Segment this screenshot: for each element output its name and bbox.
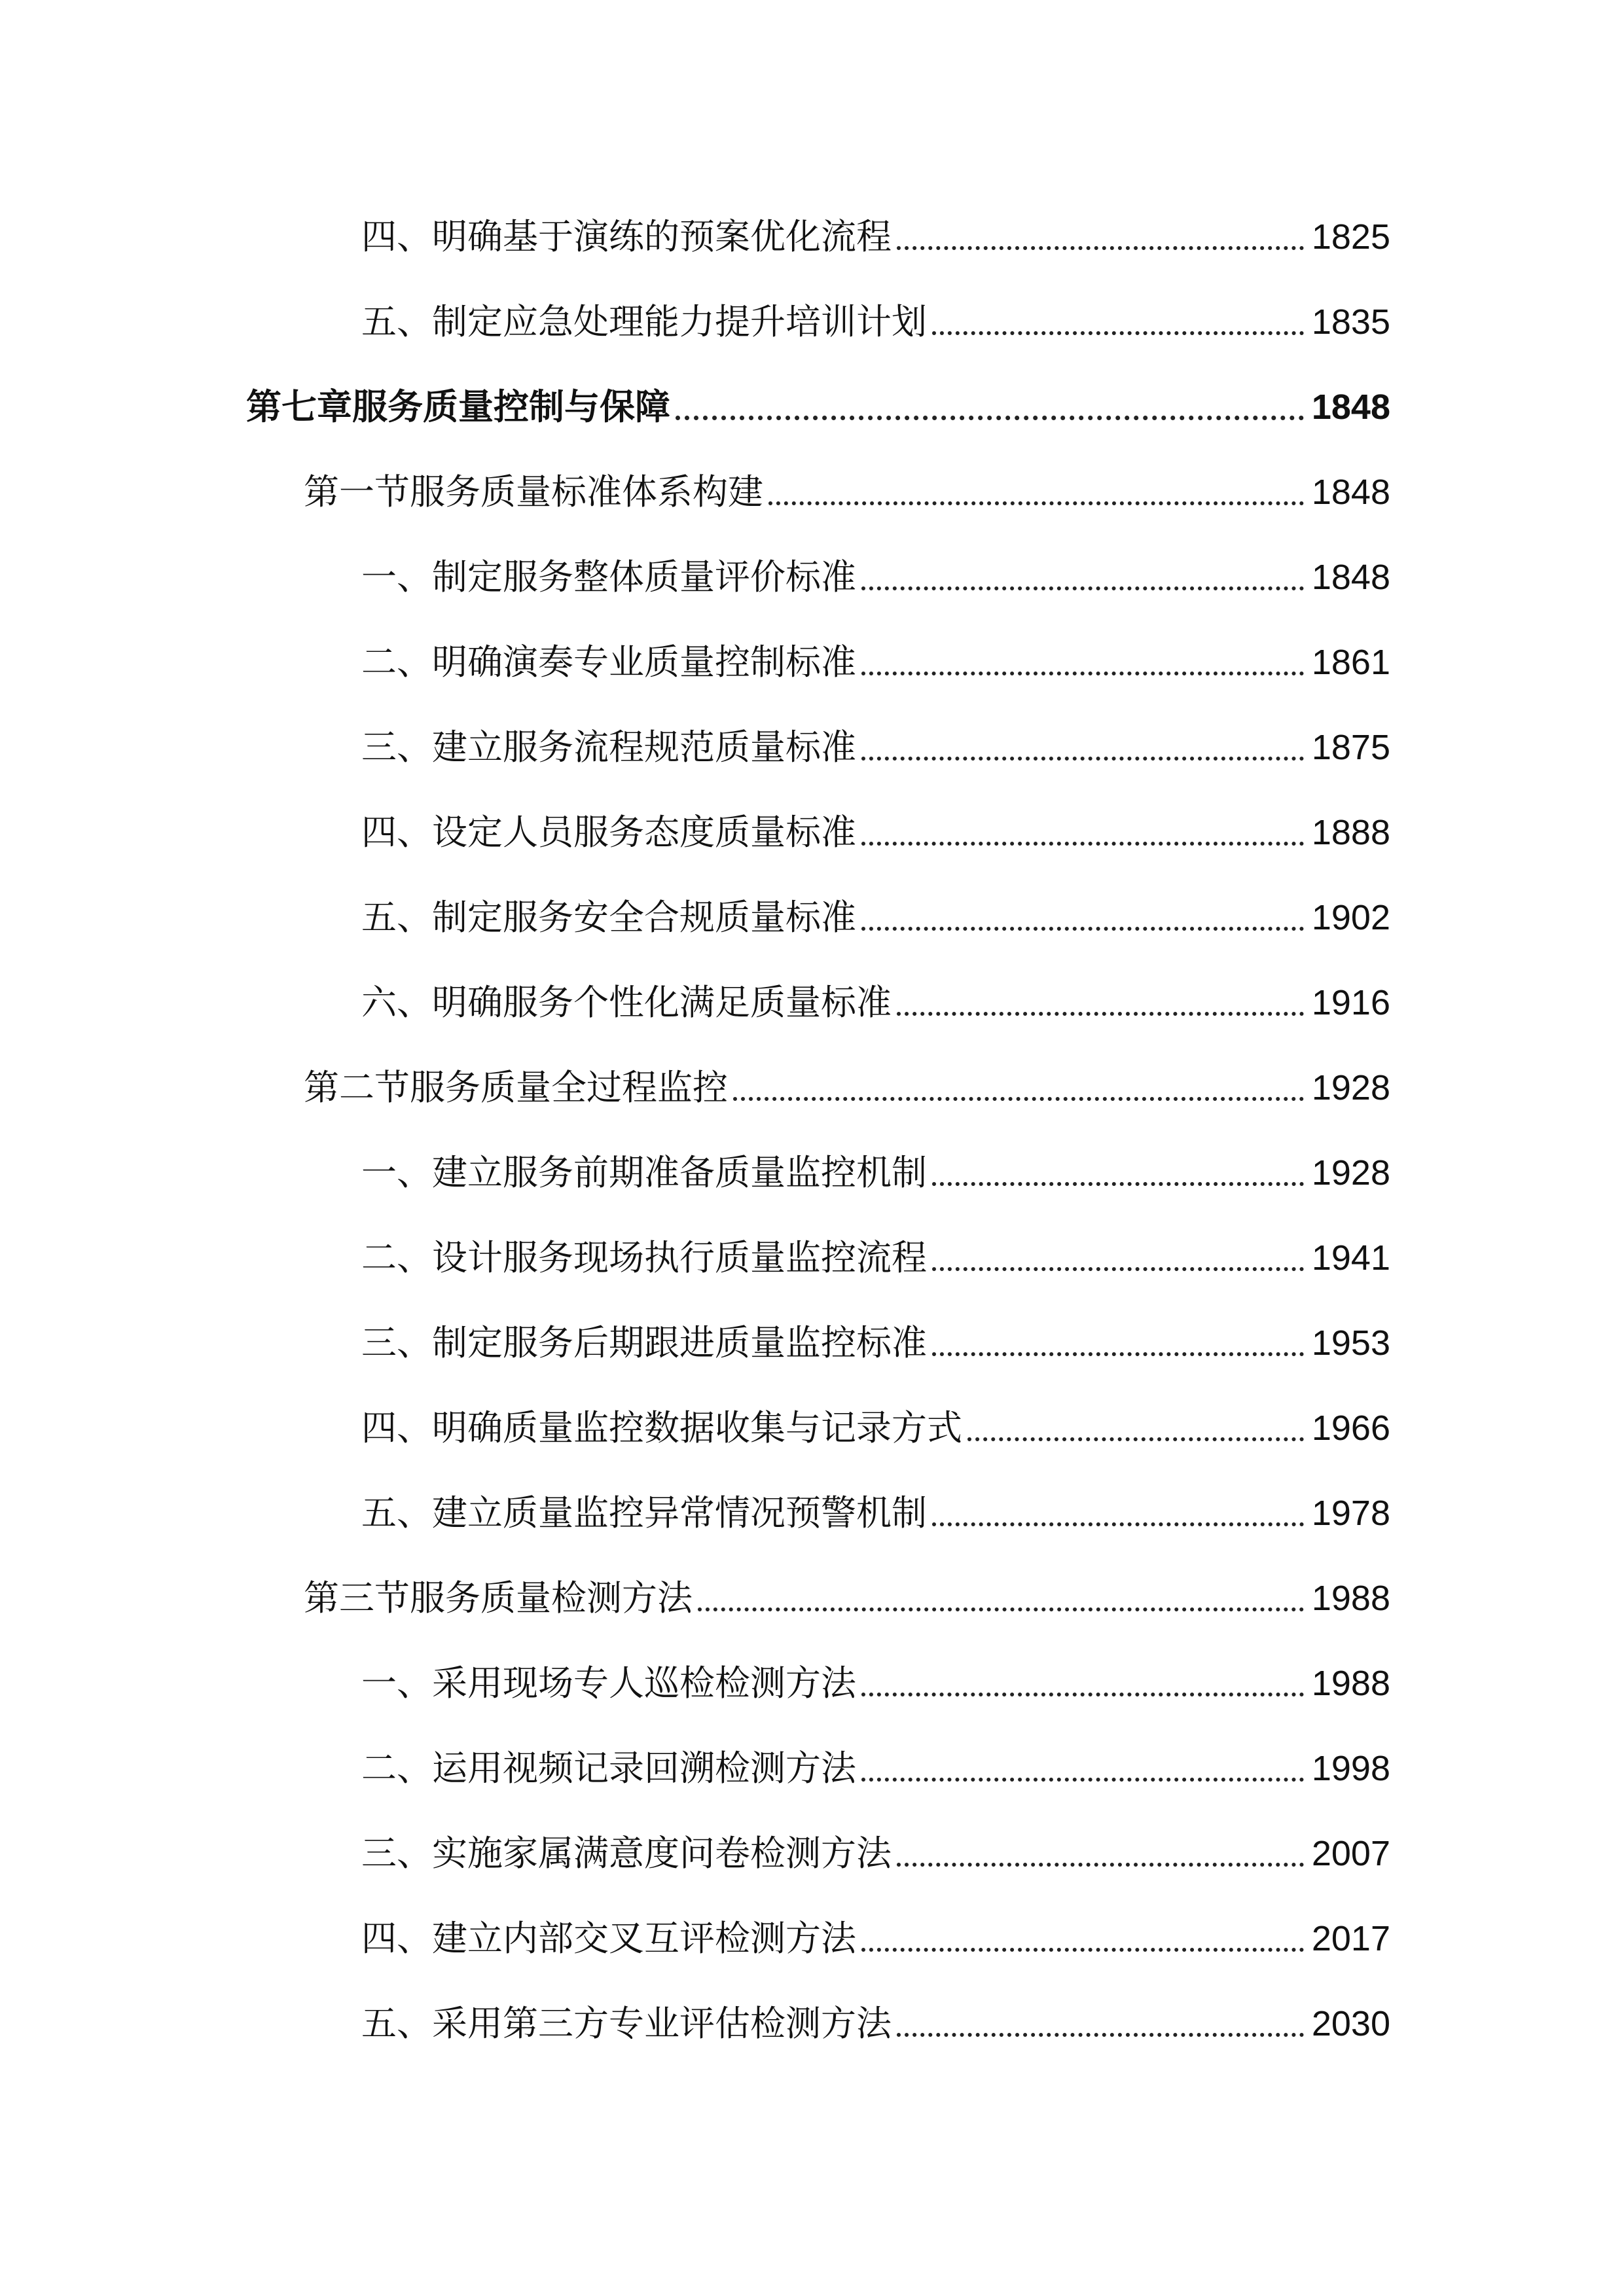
toc-entry-title: 二、明确演奏专业质量控制标准: [361, 641, 856, 683]
dot-leader: [932, 1182, 1304, 1186]
toc-entry-page: 1928: [1311, 1153, 1390, 1193]
toc-entry-title: 二、设计服务现场执行质量监控流程: [361, 1237, 927, 1278]
dot-leader: [861, 842, 1304, 846]
toc-entry-title: 四、建立内部交叉互评检测方法: [361, 1918, 856, 1959]
toc-entry-title: 五、制定服务安全合规质量标准: [361, 897, 856, 938]
dot-leader: [861, 1693, 1304, 1696]
toc-entry-title: 第七章服务质量控制与保障: [246, 386, 670, 427]
dot-leader: [897, 246, 1304, 250]
dot-leader: [676, 416, 1304, 420]
toc-entry-page: 1988: [1311, 1579, 1390, 1618]
toc-section-entry[interactable]: [304, 466, 1390, 518]
toc-entry-page: 1998: [1311, 1749, 1390, 1788]
toc-entry[interactable]: [361, 1232, 1390, 1284]
toc-entry[interactable]: [361, 1912, 1390, 1965]
toc-entry[interactable]: [361, 806, 1390, 859]
toc-entry-page: 1916: [1311, 983, 1390, 1022]
toc-entry-page: 2017: [1311, 1919, 1390, 1958]
toc-entry-page: 1941: [1311, 1238, 1390, 1278]
toc-entry[interactable]: [361, 1317, 1390, 1369]
toc-entry-title: 二、运用视频记录回溯检测方法: [361, 1748, 856, 1789]
toc-entry-page: 1861: [1311, 643, 1390, 682]
toc-entry-title: 一、建立服务前期准备质量监控机制: [361, 1152, 927, 1193]
toc-entry-page: 2030: [1311, 2004, 1390, 2043]
toc-entry-title: 三、实施家属满意度问卷检测方法: [361, 1833, 892, 1874]
toc-entry-page: 1928: [1311, 1068, 1390, 1107]
dot-leader: [861, 586, 1304, 590]
toc-entry[interactable]: [361, 1487, 1390, 1539]
dot-leader: [861, 1948, 1304, 1952]
toc-entry-page: 1848: [1311, 473, 1390, 512]
toc-entry-page: 1888: [1311, 813, 1390, 852]
toc-entry-page: 1978: [1311, 1494, 1390, 1533]
toc-entry-page: 1988: [1311, 1664, 1390, 1703]
toc-entry[interactable]: [361, 551, 1390, 603]
toc-entry-title: 四、明确基于演练的预案优化流程: [361, 216, 892, 257]
dot-leader: [932, 331, 1304, 335]
toc-entry[interactable]: [361, 211, 1390, 263]
dot-leader: [897, 1012, 1304, 1016]
toc-entry-title: 一、制定服务整体质量评价标准: [361, 556, 856, 598]
toc-entry-title: 六、明确服务个性化满足质量标准: [361, 982, 892, 1023]
dot-leader: [861, 1778, 1304, 1782]
dot-leader: [932, 1522, 1304, 1526]
toc-entry-title: 一、采用现场专人巡检检测方法: [361, 1662, 856, 1704]
dot-leader: [861, 927, 1304, 931]
dot-leader: [967, 1437, 1304, 1441]
toc-entry-page: 1966: [1311, 1408, 1390, 1448]
toc-entry-title: 五、建立质量监控异常情况预警机制: [361, 1492, 927, 1534]
toc-entry[interactable]: [361, 1402, 1390, 1454]
toc-entry-page: 2007: [1311, 1834, 1390, 1873]
toc-entry[interactable]: [361, 1147, 1390, 1199]
toc-entry-title: 四、明确质量监控数据收集与记录方式: [361, 1407, 962, 1448]
toc-entry-title: 四、设定人员服务态度质量标准: [361, 812, 856, 853]
dot-leader: [861, 672, 1304, 675]
toc-entry-page: 1835: [1311, 302, 1390, 342]
toc-section-entry[interactable]: [304, 1572, 1390, 1624]
toc-entry-title: 第一节服务质量标准体系构建: [304, 471, 763, 512]
toc-entry-title: 第三节服务质量检测方法: [304, 1577, 693, 1619]
toc-entry-page: 1902: [1311, 898, 1390, 937]
dot-leader: [897, 1863, 1304, 1867]
dot-leader: [897, 2033, 1304, 2037]
toc-entry-page: 1848: [1311, 387, 1390, 427]
toc-entry[interactable]: [361, 1998, 1390, 2050]
dot-leader: [733, 1097, 1304, 1101]
dot-leader: [932, 1352, 1304, 1356]
toc-entry-page: 1848: [1311, 558, 1390, 597]
dot-leader: [932, 1267, 1304, 1271]
toc-entry[interactable]: [361, 1657, 1390, 1710]
toc-entry-title: 五、制定应急处理能力提升培训计划: [361, 301, 927, 342]
dot-leader: [861, 757, 1304, 761]
toc-entry[interactable]: [361, 721, 1390, 774]
toc-entry[interactable]: [361, 977, 1390, 1029]
toc-entry-page: 1953: [1311, 1323, 1390, 1363]
toc-section-entry[interactable]: [304, 1062, 1390, 1114]
toc-chapter-entry[interactable]: [246, 381, 1390, 433]
toc-entry[interactable]: [361, 296, 1390, 348]
toc-entry-page: 1825: [1311, 217, 1390, 257]
toc-entry-page: 1875: [1311, 728, 1390, 767]
toc-entry[interactable]: [361, 1742, 1390, 1795]
toc-entry[interactable]: [361, 891, 1390, 944]
toc-entry[interactable]: [361, 636, 1390, 689]
toc-entry-title: 五、采用第三方专业评估检测方法: [361, 2003, 892, 2044]
toc-entry-title: 三、建立服务流程规范质量标准: [361, 726, 856, 768]
dot-leader: [698, 1607, 1304, 1611]
dot-leader: [768, 501, 1304, 505]
toc-entry[interactable]: [361, 1827, 1390, 1880]
toc-entry-title: 三、制定服务后期跟进质量监控标准: [361, 1322, 927, 1363]
toc-entry-title: 第二节服务质量全过程监控: [304, 1067, 728, 1108]
